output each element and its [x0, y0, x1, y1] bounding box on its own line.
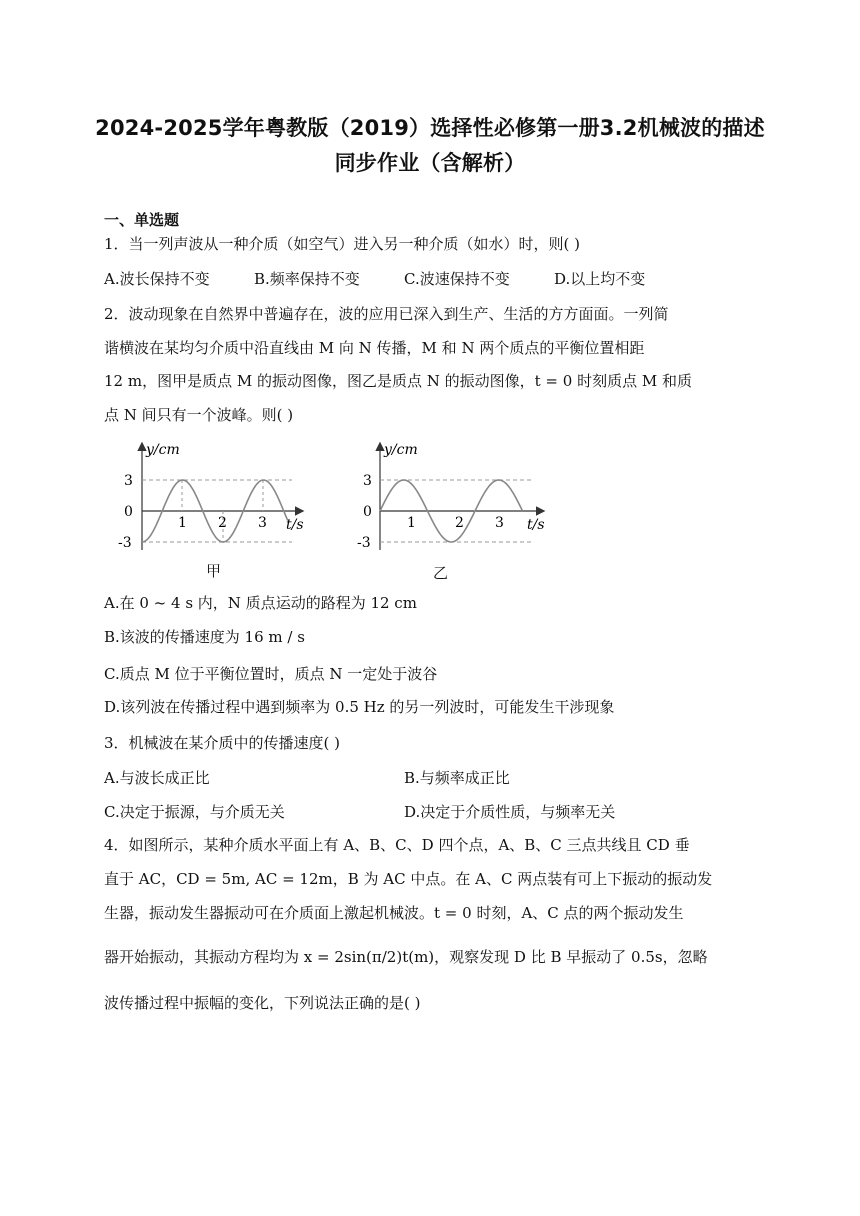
q2-option-c: C.质点 M 位于平衡位置时，质点 N 一定处于波谷 — [104, 665, 438, 683]
y-tick-neg3: -3 — [118, 535, 132, 551]
question-3-stem: 3．机械波在某介质中的传播速度( ) — [104, 734, 341, 752]
x-tick-2: 2 — [455, 515, 464, 531]
figure-caption-jia: 甲 — [206, 562, 222, 580]
y-tick-0: 0 — [363, 504, 372, 520]
q3-option-d: D.决定于介质性质，与频率无关 — [404, 803, 616, 821]
x-tick-3: 3 — [258, 515, 267, 531]
q1-option-a: A.波长保持不变 — [104, 270, 210, 288]
q2-option-d: D.该列波在传播过程中遇到频率为 0.5 Hz 的另一列波时，可能发生干涉现象 — [104, 698, 615, 716]
y-tick-0: 0 — [124, 504, 133, 520]
q1-option-d: D.以上均不变 — [554, 270, 646, 288]
y-axis-label: y/cm — [146, 442, 180, 458]
x-axis-label: t/s — [527, 517, 545, 533]
x-tick-2: 2 — [218, 515, 227, 531]
x-tick-3: 3 — [495, 515, 504, 531]
document-title-line-2: 同步作业（含解析） — [334, 151, 526, 175]
y-axis-label: y/cm — [384, 442, 418, 458]
q3-option-c: C.决定于振源，与介质无关 — [104, 803, 285, 821]
question-4-stem-line-2: 直于 AC，CD = 5m, AC = 12m，B 为 AC 中点。在 A、C 两点装有可上下振动的振动发 — [104, 870, 713, 888]
x-axis-label: t/s — [286, 517, 304, 533]
q2-option-a: A.在 0 ~ 4 s 内，N 质点运动的路程为 12 cm — [104, 594, 417, 612]
y-tick-3: 3 — [363, 473, 372, 489]
question-2-stem-line-3: 12 m，图甲是质点 M 的振动图像，图乙是质点 N 的振动图像，t = 0 时刻质点 M 和质 — [104, 372, 692, 390]
question-2-stem-line-1: 2．波动现象在自然界中普遍存在，波的应用已深入到生产、生活的方方面面。一列简 — [104, 305, 669, 323]
x-tick-1: 1 — [178, 515, 187, 531]
section-heading: 一、单选题 — [104, 211, 180, 229]
question-4-stem-line-4: 器开始振动，其振动方程均为 x = 2sin(π/2)t(m)，观察发现 D 比 B 早振动了 0.5s，忽略 — [104, 948, 708, 966]
question-4-stem-line-1: 4．如图所示，某种介质水平面上有 A、B、C、D 四个点，A、B、C 三点共线且 CD 垂 — [104, 836, 690, 854]
q2-option-b: B.该波的传播速度为 16 m / s — [104, 628, 305, 646]
q1-option-b: B.频率保持不变 — [254, 270, 360, 288]
x-tick-1: 1 — [407, 515, 416, 531]
question-2-stem-line-4: 点 N 间只有一个波峰。则( ) — [104, 406, 294, 424]
question-1-stem: 1．当一列声波从一种介质（如空气）进入另一种介质（如水）时，则( ) — [104, 235, 581, 253]
question-4-stem-line-5: 波传播过程中振幅的变化，下列说法正确的是( ) — [104, 994, 421, 1012]
vibration-graph-yi — [343, 438, 553, 558]
vibration-graph-jia — [112, 438, 312, 558]
q1-option-c: C.波速保持不变 — [404, 270, 510, 288]
document-title-line-1: 2024-2025学年粤教版（2019）选择性必修第一册3.2机械波的描述 — [95, 116, 765, 140]
q3-option-a: A.与波长成正比 — [104, 769, 210, 787]
question-2-stem-line-2: 谐横波在某均匀介质中沿直线由 M 向 N 传播，M 和 N 两个质点的平衡位置相距 — [104, 339, 645, 357]
question-4-stem-line-3: 生器，振动发生器振动可在介质面上激起机械波。t = 0 时刻，A、C 点的两个振动发生 — [104, 904, 684, 922]
y-tick-3: 3 — [124, 473, 133, 489]
y-tick-neg3: -3 — [357, 535, 371, 551]
figure-caption-yi: 乙 — [433, 564, 449, 582]
q3-option-b: B.与频率成正比 — [404, 769, 510, 787]
